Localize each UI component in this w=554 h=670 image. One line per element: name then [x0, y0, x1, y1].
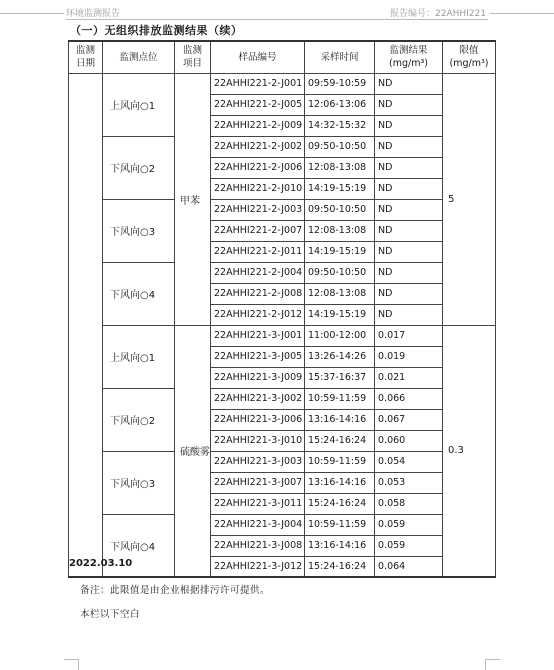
- result-value: 0.053: [375, 472, 443, 493]
- sample-number: 22AHHI221-2-J009: [211, 115, 305, 136]
- sample-number: 22AHHI221-3-J012: [211, 556, 305, 577]
- result-value: ND: [375, 73, 443, 94]
- header-result: [375, 41, 443, 73]
- monitoring-results-table: [68, 40, 496, 578]
- sampling-time: 11:00-12:00: [305, 325, 375, 346]
- sample-number: 22AHHI221-3-J005: [211, 346, 305, 367]
- sample-number: 22AHHI221-3-J008: [211, 535, 305, 556]
- sample-number: 22AHHI221-2-J001: [211, 73, 305, 94]
- sample-number: 22AHHI221-3-J006: [211, 409, 305, 430]
- sampling-time: 09:50-10:50: [305, 136, 375, 157]
- sampling-time: 09:50-10:50: [305, 199, 375, 220]
- sample-number: 22AHHI221-2-J002: [211, 136, 305, 157]
- table-row: [69, 451, 496, 472]
- result-value: ND: [375, 115, 443, 136]
- sample-number: 22AHHI221-2-J011: [211, 241, 305, 262]
- sample-number: 22AHHI221-3-J004: [211, 514, 305, 535]
- monitoring-point: 上风向○1: [103, 73, 175, 136]
- result-value: 0.021: [375, 367, 443, 388]
- sampling-time: 12:08-13:08: [305, 283, 375, 304]
- blank-below-note: 本栏以下空白: [80, 609, 141, 620]
- result-value: 0.017: [375, 325, 443, 346]
- result-value: 0.054: [375, 451, 443, 472]
- result-value: ND: [375, 136, 443, 157]
- monitoring-item: 硫酸雾: [175, 325, 211, 577]
- sampling-time: 14:19-15:19: [305, 241, 375, 262]
- result-value: 0.060: [375, 430, 443, 451]
- result-value: ND: [375, 304, 443, 325]
- result-value: 0.058: [375, 493, 443, 514]
- result-value: ND: [375, 262, 443, 283]
- monitoring-point: 下风向○4: [103, 262, 175, 325]
- result-value: ND: [375, 178, 443, 199]
- sample-number: 22AHHI221-3-J001: [211, 325, 305, 346]
- monitoring-date: 2022.03.10: [69, 558, 133, 569]
- monitoring-point: 下风向○2: [103, 136, 175, 199]
- sampling-time: 14:19-15:19: [305, 304, 375, 325]
- sample-number: 22AHHI221-2-J005: [211, 94, 305, 115]
- result-value: ND: [375, 220, 443, 241]
- header-monitoring-point: 监测点位: [103, 41, 175, 73]
- header-monitoring-date: [69, 41, 103, 73]
- table-row: [69, 514, 496, 535]
- sampling-time: 15:24-16:24: [305, 556, 375, 577]
- sample-number: 22AHHI221-2-J003: [211, 199, 305, 220]
- sampling-time: 12:08-13:08: [305, 220, 375, 241]
- header-report-type: 环境监测报告: [66, 9, 121, 19]
- sampling-time: 10:59-11:59: [305, 388, 375, 409]
- result-value: ND: [375, 94, 443, 115]
- table-row: [69, 388, 496, 409]
- header-date-text: 监测 日期: [75, 45, 95, 70]
- header-item-text: 监测 项目: [182, 45, 202, 70]
- header-limit-text: 限值 (mg/m³): [449, 45, 489, 70]
- sampling-time: 10:59-11:59: [305, 514, 375, 535]
- monitoring-point: 上风向○1: [103, 325, 175, 388]
- result-value: ND: [375, 157, 443, 178]
- monitoring-point: 下风向○3: [103, 451, 175, 514]
- monitoring-point: 下风向○3: [103, 199, 175, 262]
- sample-number: 22AHHI221-3-J007: [211, 472, 305, 493]
- sampling-time: 09:59-10:59: [305, 73, 375, 94]
- result-value: ND: [375, 199, 443, 220]
- monitoring-item: 甲苯: [175, 73, 211, 325]
- sampling-time: 14:32-15:32: [305, 115, 375, 136]
- header-result-text: 监测结果 (mg/m³): [389, 45, 428, 70]
- table-header-row: [69, 41, 496, 73]
- sampling-time: 15:24-16:24: [305, 493, 375, 514]
- header-rule-right: [490, 13, 554, 14]
- table-row: [69, 136, 496, 157]
- sample-number: 22AHHI221-3-J010: [211, 430, 305, 451]
- table-row: [69, 199, 496, 220]
- monitoring-point: 下风向○2: [103, 388, 175, 451]
- sampling-time: 12:08-13:08: [305, 157, 375, 178]
- page-header: [0, 4, 554, 18]
- header-rule-left: [0, 13, 64, 14]
- corner-mark-left: [64, 659, 79, 670]
- remark: 备注：此限值是由企业根据排污许可提供。: [80, 585, 271, 596]
- result-value: ND: [375, 241, 443, 262]
- sample-number: 22AHHI221-2-J012: [211, 304, 305, 325]
- sampling-time: 13:26-14:26: [305, 346, 375, 367]
- table-row: [69, 73, 496, 94]
- sample-number: 22AHHI221-3-J003: [211, 451, 305, 472]
- header-rule: [66, 19, 488, 20]
- result-value: 0.066: [375, 388, 443, 409]
- sampling-time: 13:16-14:16: [305, 535, 375, 556]
- sample-number: 22AHHI221-2-J008: [211, 283, 305, 304]
- corner-mark-right: [485, 659, 500, 670]
- table-body: [69, 73, 496, 577]
- result-value: 0.059: [375, 535, 443, 556]
- sample-number: 22AHHI221-2-J007: [211, 220, 305, 241]
- sample-number: 22AHHI221-2-J006: [211, 157, 305, 178]
- result-value: 0.067: [375, 409, 443, 430]
- sample-number: 22AHHI221-3-J009: [211, 367, 305, 388]
- sample-number: 22AHHI221-2-J010: [211, 178, 305, 199]
- header-sample-number: 样品编号: [211, 41, 305, 73]
- header-report-number: 报告编号：22AHHI221: [390, 9, 486, 19]
- section-title: （一）无组织排放监测结果（续）: [70, 24, 243, 37]
- result-value: 0.064: [375, 556, 443, 577]
- sampling-time: 09:50-10:50: [305, 262, 375, 283]
- header-sampling-time: 采样时间: [305, 41, 375, 73]
- sampling-time: 14:19-15:19: [305, 178, 375, 199]
- table-row: [69, 325, 496, 346]
- sampling-time: 13:16-14:16: [305, 409, 375, 430]
- header-limit: [443, 41, 496, 73]
- sample-number: 22AHHI221-3-J011: [211, 493, 305, 514]
- sampling-time: 13:16-14:16: [305, 472, 375, 493]
- sample-number: 22AHHI221-2-J004: [211, 262, 305, 283]
- result-value: ND: [375, 283, 443, 304]
- result-value: 0.019: [375, 346, 443, 367]
- limit-value: 5: [443, 73, 496, 325]
- sampling-time: 15:37-16:37: [305, 367, 375, 388]
- sampling-time: 10:59-11:59: [305, 451, 375, 472]
- header-monitoring-item: [175, 41, 211, 73]
- sampling-time: 12:06-13:06: [305, 94, 375, 115]
- sampling-time: 15:24-16:24: [305, 430, 375, 451]
- result-value: 0.059: [375, 514, 443, 535]
- monitoring-point: 下风向○4: [103, 514, 175, 577]
- sample-number: 22AHHI221-3-J002: [211, 388, 305, 409]
- limit-value: 0.3: [443, 325, 496, 577]
- table-row: [69, 262, 496, 283]
